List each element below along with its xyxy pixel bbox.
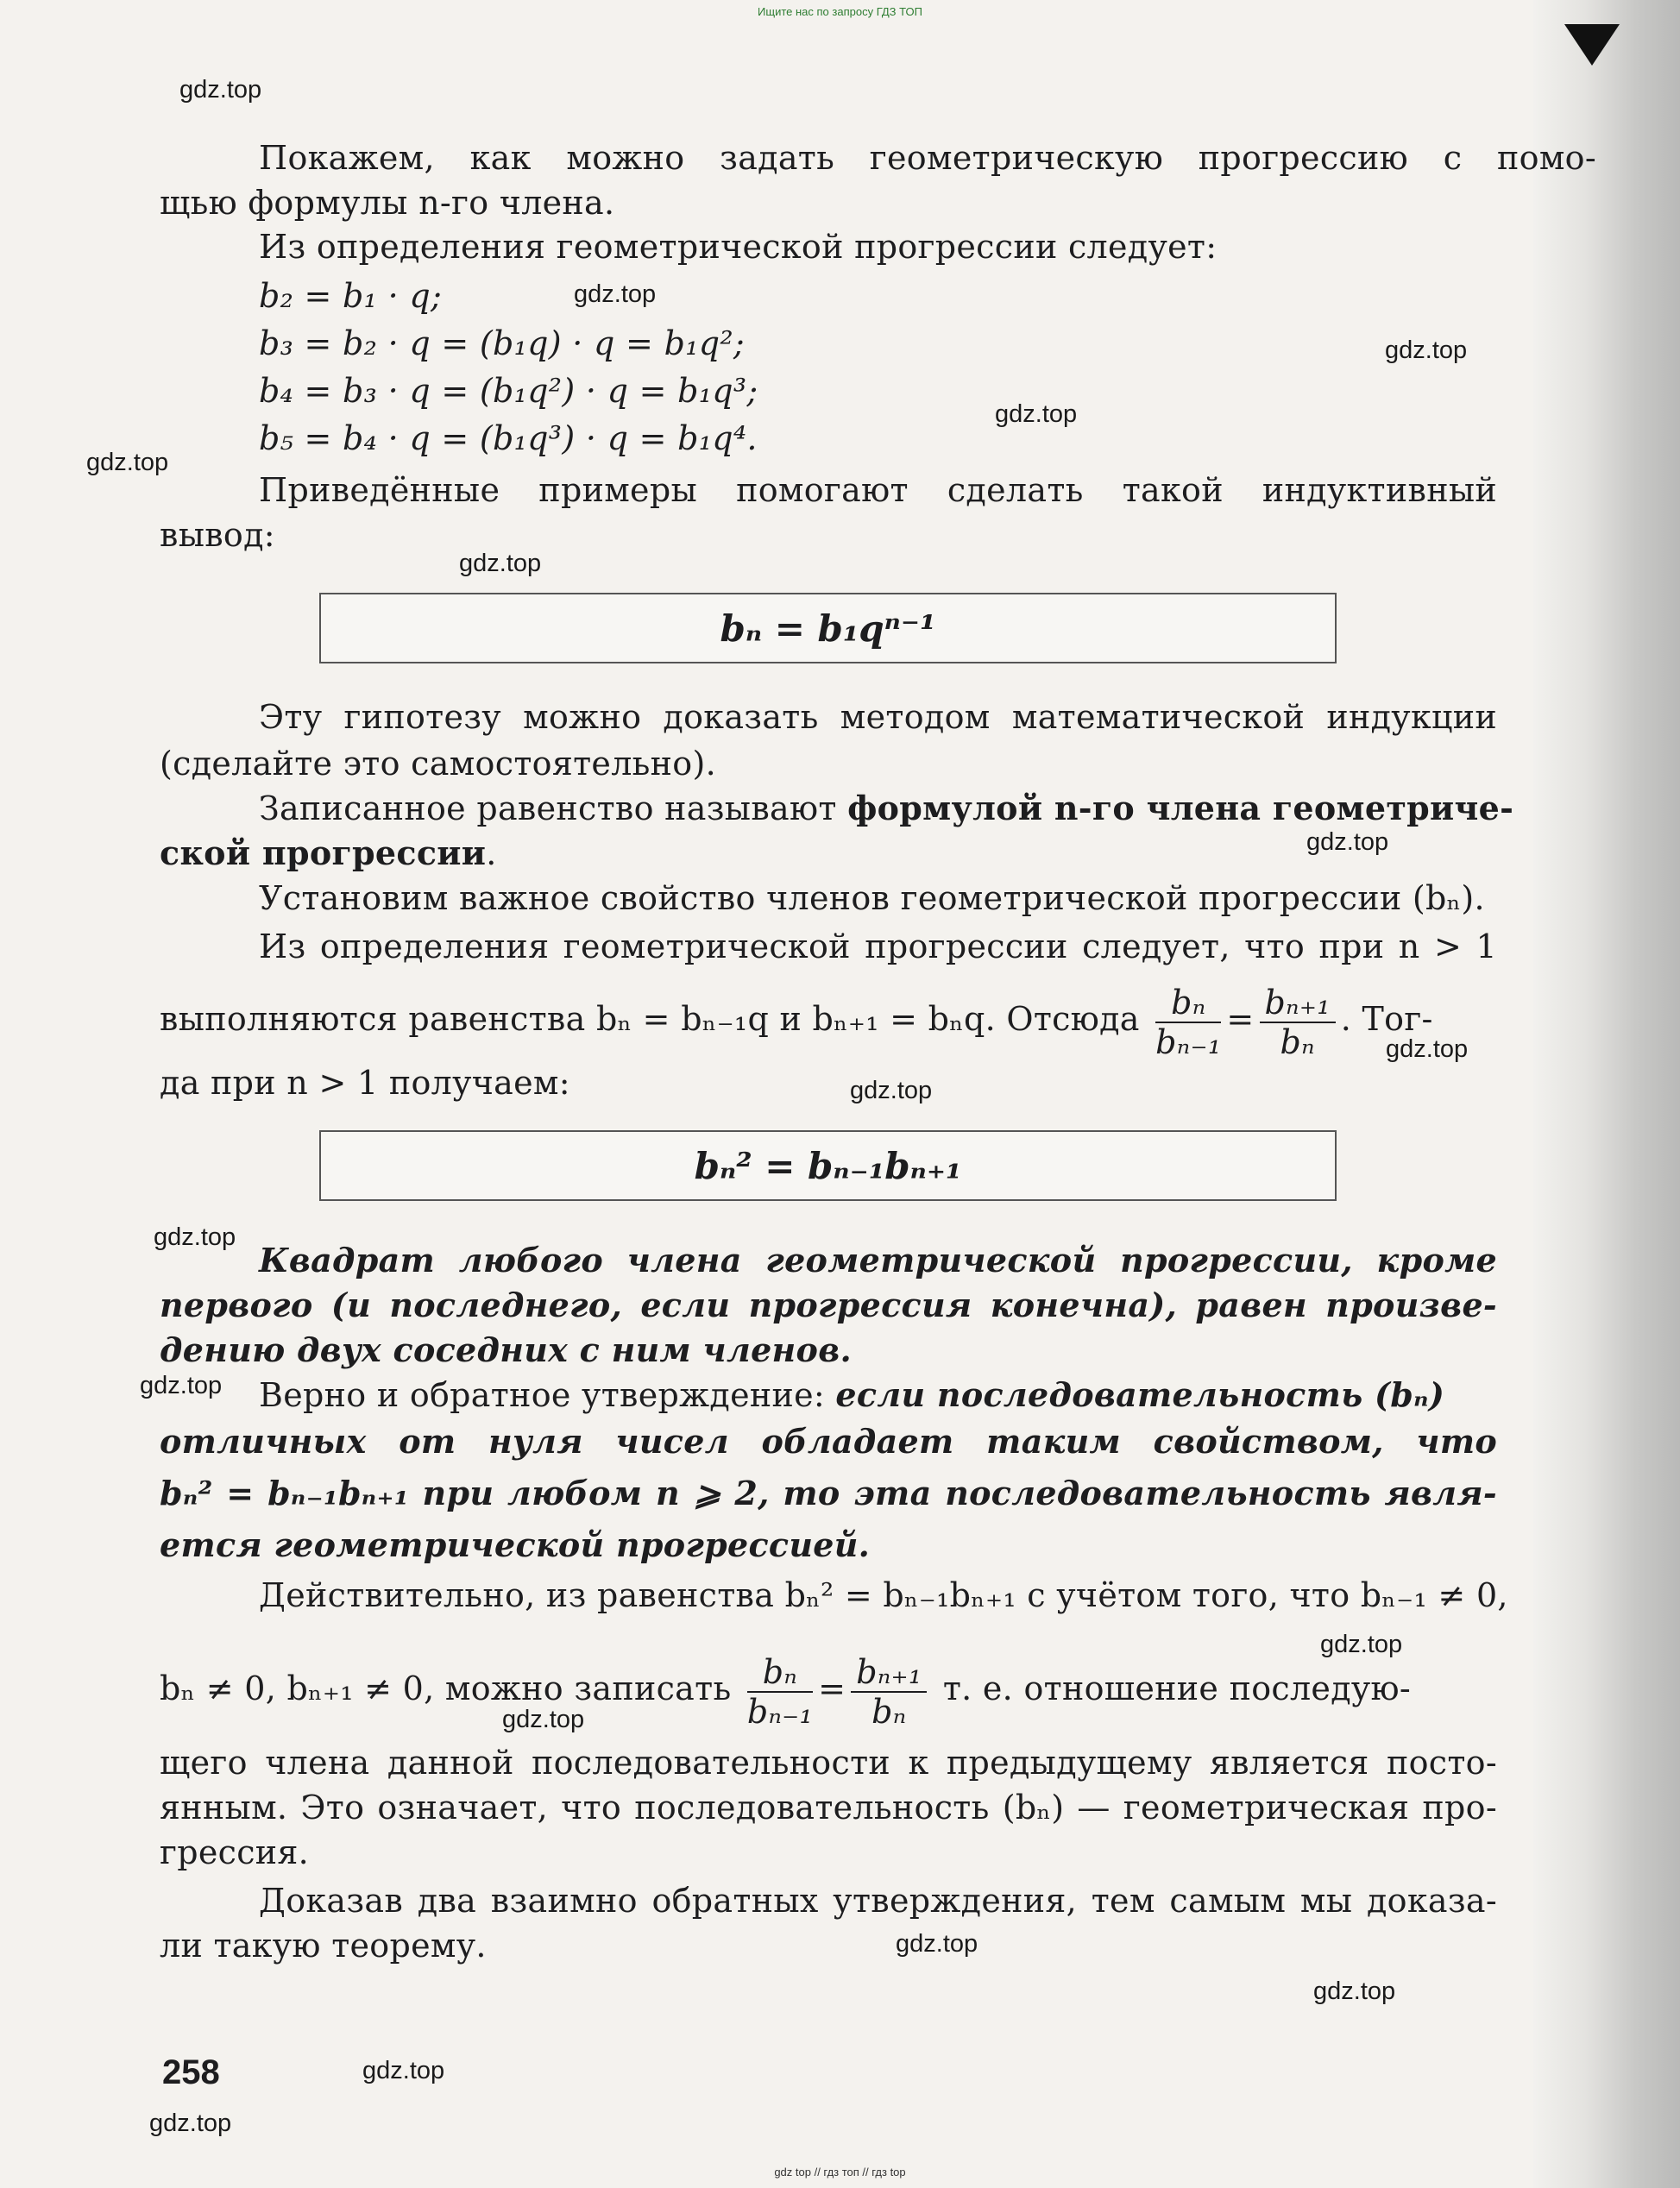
- text-line: Верно и обратное утверждение: если последовательность (bₙ): [259, 1375, 1445, 1414]
- fraction: $\frac{\text{bₙ}}{\text{bₙ₋₁}}$: [746, 1652, 814, 1731]
- watermark: gdz.top: [1313, 1977, 1396, 2005]
- text-line: да при n > 1 получаем:: [160, 1064, 570, 1102]
- text-line: Из определения геометрической прогрессии следует:: [259, 228, 1218, 266]
- theorem-line: bₙ² = bₙ₋₁bₙ₊₁ при любом n ⩾ 2, то эта последовательность явля-: [160, 1474, 1497, 1512]
- fraction: $\frac{\text{bₙ}}{\text{bₙ₋₁}}$: [1155, 983, 1222, 1061]
- formula-line: b₄ = b₃ · q = (b₁q²) · q = b₁q³;: [259, 372, 758, 410]
- text-line: ской прогрессии.: [160, 833, 497, 872]
- theorem-line: первого (и последнего, если прогрессия конечна), равен произве-: [160, 1286, 1497, 1324]
- formula-line: b₃ = b₂ · q = (b₁q) · q = b₁q²;: [259, 324, 745, 362]
- watermark: gdz.top: [850, 1077, 933, 1104]
- text-line: ли такую теорему.: [160, 1927, 487, 1965]
- text-line: Из определения геометрической прогрессии следует, что при n > 1: [259, 927, 1497, 965]
- formula-line: b₂ = b₁ · q;: [259, 277, 443, 315]
- text-line: щью формулы n-го члена.: [160, 184, 615, 222]
- top-banner-text: Ищите нас по запросу ГДЗ ТОП: [758, 5, 922, 18]
- watermark: gdz.top: [179, 76, 262, 104]
- book-spine-shadow: [1533, 0, 1680, 2188]
- text-line: янным. Это означает, что последовательность (bₙ) — геометрическая про-: [160, 1789, 1497, 1826]
- text-line: bₙ ≠ 0, bₙ₊₁ ≠ 0, можно записать $\frac{\text{bₙ}}{\text{bₙ₋₁}}$ = $\frac{\text{bₙ₊₁}}{\text{bₙ}}$ т. е. отношение последую-: [160, 1652, 1412, 1731]
- nth-term-formula: bₙ = b₁qⁿ⁻¹: [720, 607, 936, 650]
- fraction: $\frac{\text{bₙ₊₁}}{\text{bₙ}}$: [851, 1653, 927, 1731]
- text-line: Приведённые примеры помогают сделать такой индуктивный: [259, 471, 1497, 509]
- watermark: gdz.top: [459, 550, 542, 577]
- text-line: Установим важное свойство членов геометрической прогрессии (bₙ).: [259, 879, 1485, 917]
- watermark: gdz.top: [995, 400, 1078, 428]
- text-line: (сделайте это самостоятельно).: [160, 745, 716, 783]
- theorem-line: дению двух соседних с ним членов.: [160, 1330, 852, 1369]
- watermark: gdz.top: [574, 280, 657, 308]
- watermark: gdz.top: [1386, 1035, 1469, 1063]
- text-line: Действительно, из равенства bₙ² = bₙ₋₁bₙ₊₁ с учётом того, что bₙ₋₁ ≠ 0,: [259, 1576, 1508, 1614]
- watermark: gdz.top: [362, 2057, 445, 2084]
- theorem-line: Квадрат любого члена геометрической прогрессии, кроме: [259, 1241, 1497, 1279]
- theorem-line: отличных от нуля чисел обладает таким свойством, что: [160, 1422, 1497, 1461]
- text-line: вывод:: [160, 516, 275, 554]
- fraction: $\frac{\text{bₙ₊₁}}{\text{bₙ}}$: [1260, 984, 1336, 1061]
- text-line: щего члена данной последовательности к предыдущему является посто-: [160, 1744, 1497, 1782]
- watermark: gdz.top: [1385, 336, 1468, 364]
- formula-line: b₅ = b₄ · q = (b₁q³) · q = b₁q⁴.: [259, 419, 758, 457]
- page-number: 258: [162, 2053, 220, 2091]
- text-line: Покажем, как можно задать геометрическую прогрессию с помо-: [259, 139, 1596, 177]
- watermark: gdz.top: [140, 1372, 223, 1399]
- watermark: gdz.top: [896, 1930, 978, 1958]
- text-line: Эту гипотезу можно доказать методом математической индукции: [259, 698, 1497, 736]
- watermark: gdz.top: [149, 2109, 232, 2137]
- watermark: gdz.top: [1320, 1631, 1403, 1658]
- theorem-line: ется геометрической прогрессией.: [160, 1525, 871, 1564]
- bottom-banner-text: gdz top // гдз топ // гдз top: [774, 2166, 906, 2179]
- watermark: gdz.top: [154, 1223, 236, 1251]
- property-formula: bₙ² = bₙ₋₁bₙ₊₁: [694, 1144, 962, 1187]
- watermark: gdz.top: [86, 449, 169, 476]
- spine-marker: [1564, 24, 1620, 66]
- text-line: Доказав два взаимно обратных утверждения, тем самым мы доказа-: [259, 1882, 1497, 1920]
- nth-term-formula-box: [319, 593, 1337, 663]
- watermark: gdz.top: [502, 1706, 585, 1733]
- text-line: выполняются равенства bₙ = bₙ₋₁q и bₙ₊₁ = bₙq. Отсюда $\frac{\text{bₙ}}{\text{bₙ₋₁}}$ = $\frac{\text{bₙ₊₁}}{\text{bₙ}}$ . Тог-: [160, 983, 1433, 1061]
- watermark: gdz.top: [1306, 828, 1389, 856]
- text-line: Записанное равенство называют формулой n-го члена геометриче-: [259, 789, 1514, 827]
- property-formula-box: [319, 1130, 1337, 1201]
- text-line: грессия.: [160, 1833, 310, 1871]
